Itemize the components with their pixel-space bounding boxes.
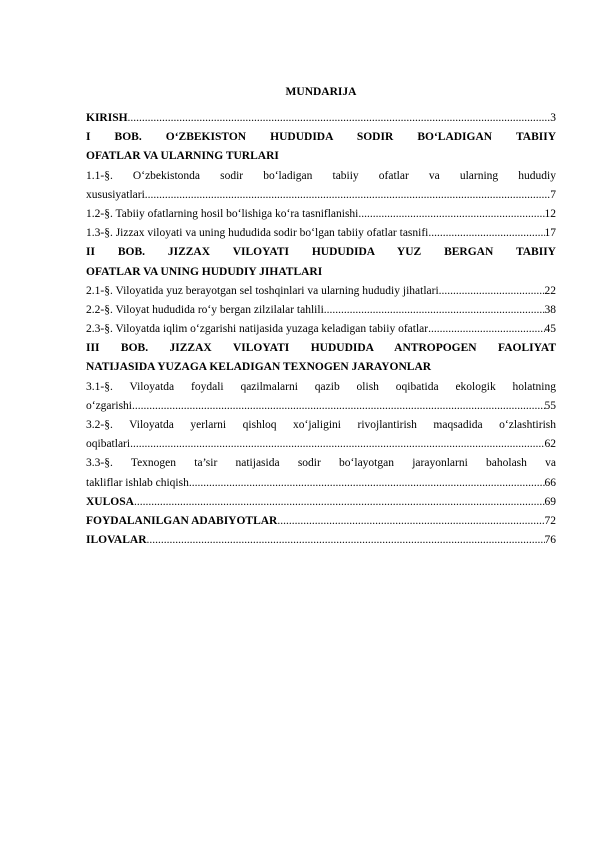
toc-chapter-2[interactable]: [86, 243, 556, 281]
toc-entry-1-2[interactable]: [86, 205, 556, 224]
toc-page-number: 69: [544, 495, 556, 508]
table-of-contents: [86, 84, 556, 550]
toc-page-number: 55: [544, 399, 556, 412]
toc-leader-dots: [428, 320, 544, 339]
toc-page-number: 17: [544, 227, 556, 240]
toc-entry-xulosa[interactable]: [86, 493, 556, 512]
toc-entry-text: XULOSA: [86, 495, 134, 508]
toc-entry-line: 3.1-§. Viloyatda foydali qazilmalarni qazib olish oqibatida ekologik holatning: [86, 380, 556, 393]
toc-leader-dots: [145, 186, 550, 205]
toc-leader-dots: [130, 435, 544, 454]
toc-entry-text: oqibatlari: [86, 438, 131, 451]
toc-entry-text: ILOVALAR: [86, 534, 147, 547]
toc-entry-line: 3.2-§. Viloyatda yerlarni qishloq xo‘jaligini rivojlantirish maqsadida o‘zlashtirish: [86, 419, 556, 431]
toc-page-number: 7: [550, 188, 556, 201]
toc-entry-kirish[interactable]: [86, 109, 556, 128]
toc-entry-1-3[interactable]: [86, 224, 556, 243]
toc-title: MUNDARIJA: [285, 86, 357, 98]
toc-entry-3-3[interactable]: [86, 454, 556, 492]
toc-entry-1-1[interactable]: [86, 167, 556, 205]
toc-entry-3-1[interactable]: [86, 378, 556, 416]
toc-entry-line: 1.1-§. O‘zbekistonda sodir bo‘ladigan tabiiy ofatlar va ularning hududiy: [86, 169, 556, 182]
toc-entry-3-2[interactable]: [86, 416, 556, 454]
toc-chapter-3[interactable]: [86, 339, 556, 377]
toc-leader-dots: [439, 282, 545, 301]
toc-leader-dots: [132, 397, 545, 416]
toc-entry-text: xususiyatlari: [86, 188, 145, 201]
toc-page-number: 22: [544, 284, 556, 297]
toc-entry-line: 3.3-§. Texnogen ta’sir natijasida sodir bo‘layotgan jarayonlarni baholash va: [86, 457, 556, 470]
toc-leader-dots: [428, 224, 544, 243]
toc-entry-text: 1.3-§. Jizzax viloyati va uning hududida sodir bo‘lgan tabiiy ofatlar tasnifi: [86, 227, 429, 240]
toc-chapter-heading-line: OFATLAR VA UNING HUDUDIY JIHATLARI: [86, 265, 323, 278]
toc-chapter-heading-line: NATIJASIDA YUZAGA KELADIGAN TEXNOGEN JARAYONLAR: [86, 361, 432, 374]
toc-chapter-1[interactable]: [86, 128, 556, 166]
toc-chapter-heading-line: II BOB. JIZZAX VILOYATI HUDUDIDA YUZ BERGAN TABIIY: [86, 246, 556, 259]
toc-entry-2-3[interactable]: [86, 320, 556, 339]
toc-entry-text: 1.2-§. Tabiiy ofatlarning hosil bo‘lishiga ko‘ra tasniflanishi: [86, 207, 359, 220]
toc-entry-text: KIRISH: [86, 112, 128, 124]
toc-page-number: 66: [544, 476, 556, 489]
toc-leader-dots: [324, 301, 545, 320]
toc-entry-adabiyotlar[interactable]: [86, 512, 556, 531]
toc-entry-text: 2.1-§. Viloyatida yuz berayotgan sel toshqinlari va ularning hududiy jihatlari: [86, 284, 439, 297]
toc-entry-text: o‘zgarishi: [86, 399, 132, 412]
toc-entry-2-2[interactable]: [86, 301, 556, 320]
toc-leader-dots: [358, 205, 544, 224]
toc-entry-text: takliflar ishlab chiqish: [86, 476, 189, 489]
toc-leader-dots: [128, 109, 551, 128]
toc-page-number: 62: [544, 438, 556, 451]
toc-leader-dots: [147, 531, 545, 550]
toc-chapter-heading-line: III BOB. JIZZAX VILOYATI HUDUDIDA ANTROPOGEN FAOLIYAT: [86, 342, 556, 355]
toc-entry-text: FOYDALANILGAN ADABIYOTLAR: [86, 514, 278, 527]
toc-entry-ilovalar[interactable]: [86, 531, 556, 550]
toc-leader-dots: [189, 474, 545, 493]
toc-page-number: 45: [544, 323, 556, 336]
toc-chapter-heading-line: OFATLAR VA ULARNING TURLARI: [86, 150, 279, 163]
toc-leader-dots: [134, 493, 545, 512]
toc-page-number: 38: [544, 303, 556, 316]
toc-page-number: 3: [550, 112, 556, 124]
toc-page-number: 12: [544, 207, 556, 220]
toc-entry-2-1[interactable]: [86, 282, 556, 301]
toc-leader-dots: [277, 512, 544, 531]
toc-entry-text: 2.2-§. Viloyat hududida ro‘y bergan zilzilalar tahlili: [86, 303, 324, 316]
toc-page-number: 76: [544, 534, 556, 547]
toc-page-number: 72: [544, 514, 556, 527]
toc-chapter-heading-line: I BOB. O‘ZBEKISTON HUDUDIDA SODIR BO‘LADIGAN TABIIY: [86, 131, 556, 144]
toc-entry-text: 2.3-§. Viloyatda iqlim o‘zgarishi natijasida yuzaga keladigan tabiiy ofatlar: [86, 323, 429, 336]
